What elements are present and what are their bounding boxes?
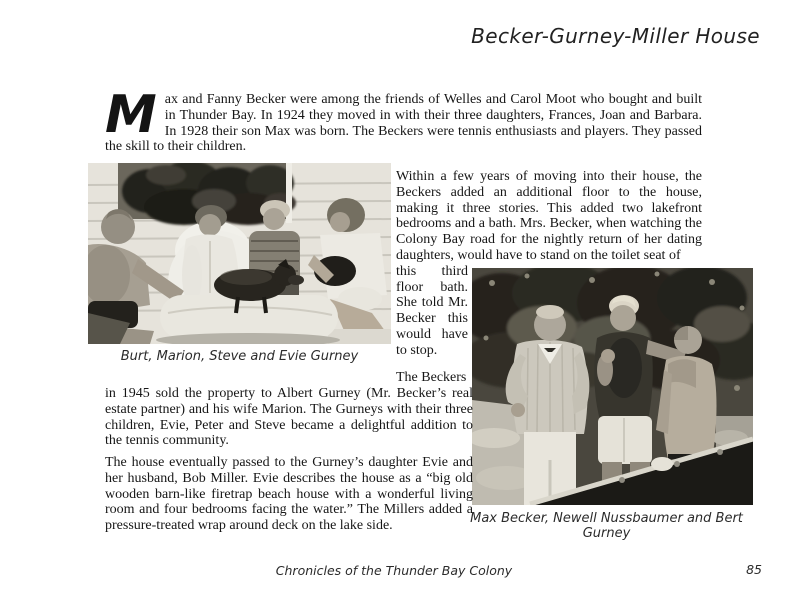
- page-title: Becker-Gurney-Miller House: [471, 24, 760, 48]
- page-number: 85: [746, 562, 762, 577]
- miller-paragraph: The house eventually passed to the Gurney’s daughter Evie and her husband, Bob Miller. Evie describes the house as a “big old wooden barn-like firetrap beach house with a wonderful living room and four bedrooms facing the water.” The Millers added a pressure-treated wrap around deck on the lake side.: [105, 455, 473, 534]
- opening-paragraph: [105, 85, 702, 155]
- family-photo-caption: Burt, Marion, Steve and Evie Gurney: [120, 349, 359, 364]
- beach-photo-caption: Max Becker, Newell Nussbaumer and Bert Gurney: [470, 511, 743, 541]
- drop-cap: M: [105, 85, 157, 145]
- footer-book-title: Chronicles of the Thunder Bay Colony: [275, 563, 513, 578]
- beach-photo: [472, 268, 753, 505]
- addition-paragraph-wide: Within a few years of moving into their house, the Beckers added an additional floor to the house, making it three stories. This added two lakefront bedrooms and a bath. Mrs. Becker, when watching the Colony Bay road for the nightly return of her dating daughters, would have to stand on the toilet seat of: [396, 169, 702, 263]
- addition-paragraph-narrow: this third floor bath. She told Mr. Becker this would have to stop.: [396, 263, 468, 358]
- gurney-paragraph-lead: The Beckers: [396, 369, 467, 385]
- opening-paragraph-text: ax and Fanny Becker were among the friends of Welles and Carol Moot who bought and built in Thunder Bay. In 1924 they moved in with their three daughters, Frances, Joan and Barbara. In 1928 their son Max was born. The Beckers were tennis enthusiasts and players. They passed the skill to their children.: [105, 92, 702, 155]
- gurney-paragraph-rest: in 1945 sold the property to Albert Gurney (Mr. Becker’s real estate partner) and his wife Marion. The Gurneys with their three children, Evie, Peter and Steve became a delightful addition to the tennis community.: [105, 386, 473, 449]
- gurney-family-photo: [88, 163, 391, 344]
